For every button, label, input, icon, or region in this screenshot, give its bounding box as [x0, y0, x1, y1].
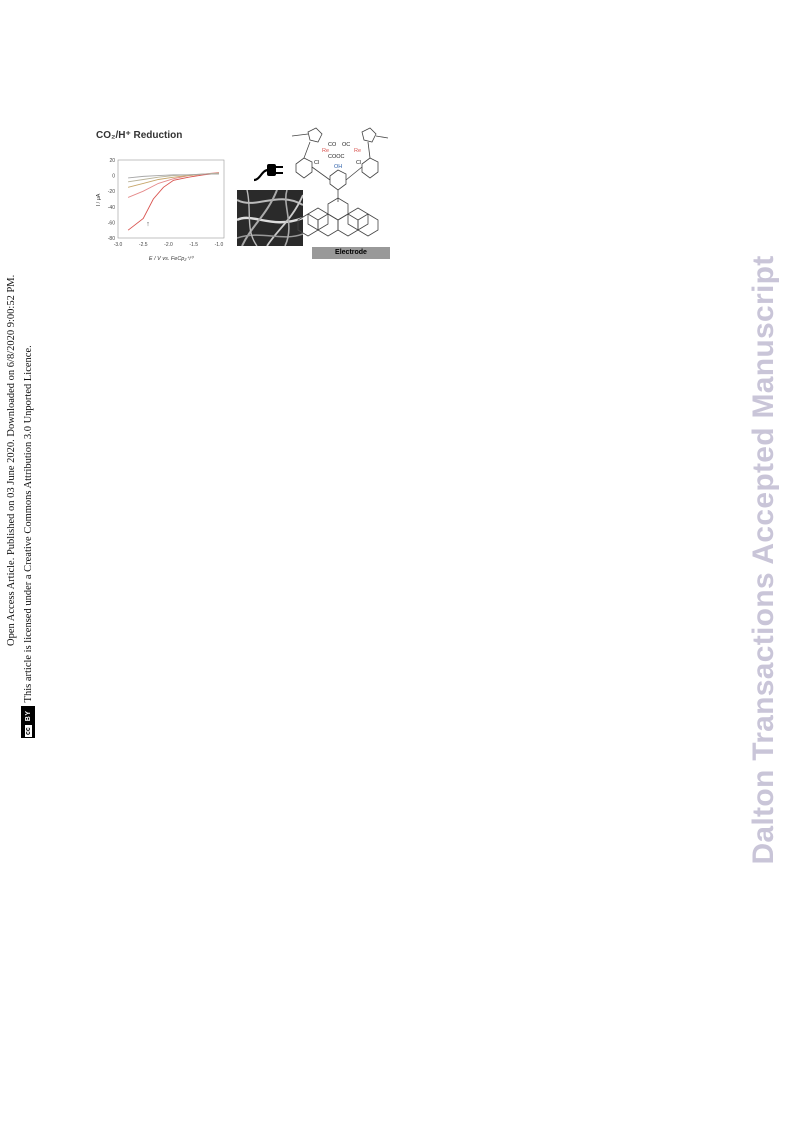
plot-frame [118, 160, 224, 238]
electrode-label: Electrode [312, 247, 390, 259]
y-tick-label: -40 [107, 204, 115, 211]
graphical-abstract [88, 122, 394, 262]
x-tick-label: -2.5 [138, 242, 148, 248]
cc-icon: cc [25, 724, 32, 737]
x-axis-label: E / V vs. FeCp₂⁺/⁰ [148, 256, 194, 262]
re-atom-left: Re [322, 148, 330, 154]
scan-arrow-annotation: ↑ [146, 221, 150, 228]
publication-notice: Open Access Article. Published on 03 June 2020. Downloaded on 6/8/2020 9:00:52 PM. [6, 274, 17, 646]
x-tick-label: -1.0 [214, 242, 224, 248]
by-label: BY [24, 710, 32, 722]
cv-trace-1 [128, 173, 219, 230]
y-tick-label: -20 [107, 189, 115, 196]
cl-right: Cl [356, 160, 362, 166]
hydroxyl-group: OH [334, 164, 343, 170]
license-line [21, 345, 35, 738]
rhenium-complex-structure [284, 122, 396, 244]
y-axis-label: I / μA [96, 193, 102, 207]
cyclic-voltammogram-chart [88, 144, 228, 262]
x-tick-label: -3.0 [113, 242, 123, 248]
cl-left: Cl [314, 160, 320, 166]
x-tick-label: -2.0 [164, 242, 173, 248]
x-tick-label: -1.5 [189, 242, 199, 248]
y-tick-label: -60 [107, 220, 115, 227]
re-atom-right: Re [354, 148, 362, 154]
y-tick-label: 20 [109, 158, 115, 164]
accepted-manuscript-watermark [740, 240, 788, 880]
oc-ligand: OC [342, 142, 351, 148]
y-tick-label: 0 [112, 173, 115, 180]
power-plug-icon [252, 158, 286, 184]
cc-by-badge[interactable] [21, 706, 35, 738]
license-notice[interactable]: This article is licensed under a Creative Commons Attribution 3.0 Unported Licence. [22, 345, 34, 703]
figure-title: CO₂/H⁺ Reduction [96, 130, 183, 141]
cooc-bridge: COOC [328, 154, 345, 160]
y-tick-label: -80 [107, 236, 115, 242]
watermark-text: Dalton Transactions Accepted Manuscript [747, 255, 780, 865]
co-ligand-1: CO [328, 142, 337, 148]
license-sidebar [4, 274, 40, 738]
